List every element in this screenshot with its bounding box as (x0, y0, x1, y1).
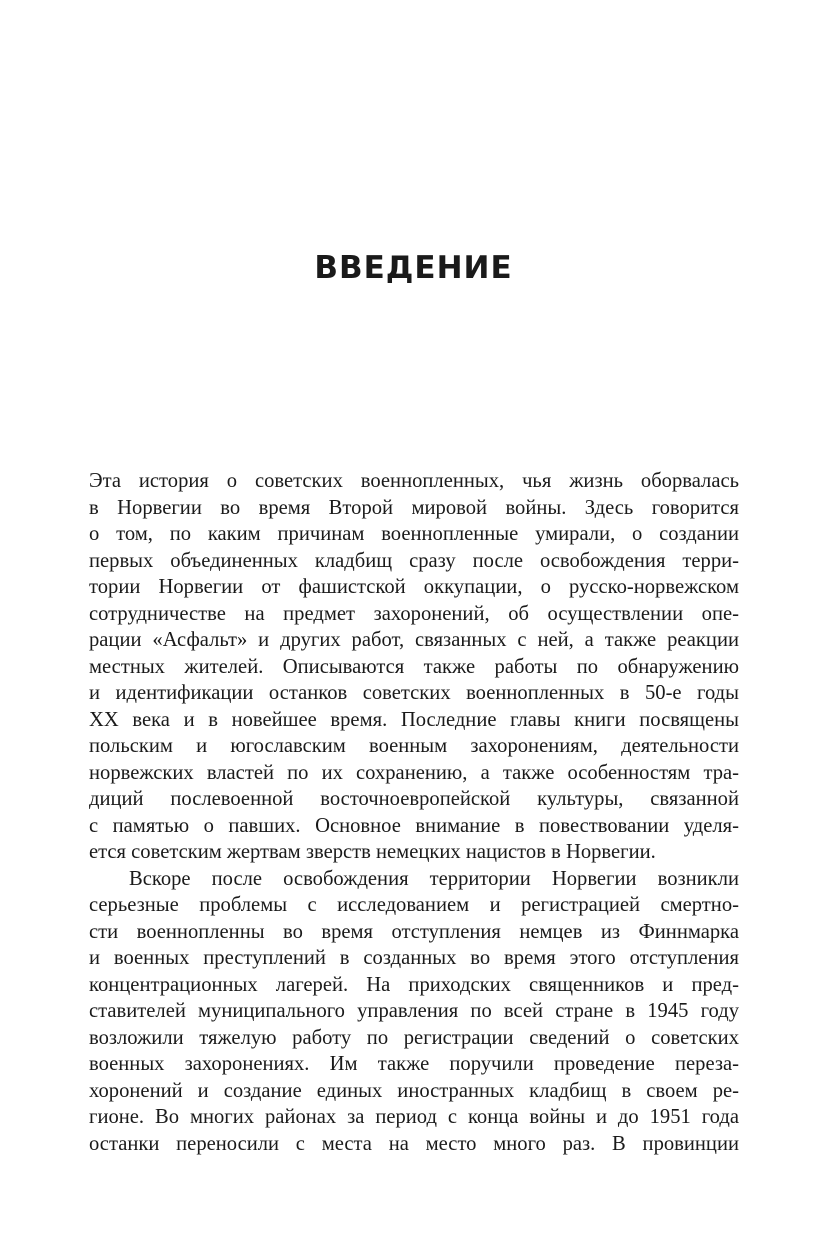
text-line: тории Норвегии от фашистской оккупации, о русско-норвежском (89, 576, 739, 598)
text-line: в Норвегии во время Второй мировой войны. Здесь говорится (89, 496, 739, 519)
text-line: с памятью о павших. Основное внимание в повествовании уделя- (89, 814, 739, 837)
text-line: и военных преступлений в созданных во время этого отступления (89, 947, 739, 969)
text-line: диций послевоенной восточноевропейской культуры, связанной (89, 788, 739, 810)
text-line: Вскоре после освобождения территории Норвегии возникли (129, 867, 739, 890)
text-line: и идентификации останков советских военнопленных в 50-е годы (89, 682, 739, 704)
chapter-title: ВВЕДЕНИЕ (314, 250, 513, 286)
text-line: норвежских властей по их сохранению, а также особенностям тра- (89, 761, 739, 784)
text-line: концентрационных лагерей. На приходских священников и пред- (89, 973, 739, 996)
text-line: польским и югославским военным захоронениям, деятельности (89, 735, 739, 757)
text-line: сотрудничестве на предмет захоронений, об осуществлении опе- (89, 602, 739, 625)
text-line: Эта история о советских военнопленных, чья жизнь оборвалась (89, 470, 739, 492)
text-line: останки переносили с места на место много раз. В провинции (89, 1132, 739, 1155)
paragraph-1 (89, 468, 739, 866)
text-line: ставителей муниципального управления по всей стране в 1945 году (89, 1000, 739, 1022)
text-line: серьезные проблемы с исследованием и регистрацией смертно- (89, 894, 739, 916)
text-line: гионе. Во многих районах за период с конца войны и до 1951 года (89, 1106, 739, 1128)
text-line: хоронений и создание единых иностранных кладбищ в своем ре- (89, 1079, 739, 1102)
text-line: местных жителей. Описываются также работы по обнаружению (89, 655, 739, 678)
text-line: возложили тяжелую работу по регистрации сведений о советских (89, 1026, 739, 1049)
body-text (89, 468, 739, 1157)
text-line: ется советским жертвам зверств немецких нацистов в Норвегии. (89, 841, 656, 863)
text-line: военных захоронениях. Им также поручили проведение переза- (89, 1053, 739, 1075)
text-line: рации «Асфальт» и других работ, связанных с ней, а также реакции (89, 629, 739, 651)
text-line: XX века и в новейшее время. Последние главы книги посвящены (89, 708, 739, 731)
text-line: сти военнопленны во время отступления немцев из Финнмарка (89, 920, 739, 943)
paragraph-2 (89, 866, 739, 1158)
text-line: о том, по каким причинам военнопленные умирали, о создании (89, 523, 739, 545)
text-line: первых объединенных кладбищ сразу после освобождения терри- (89, 549, 739, 572)
